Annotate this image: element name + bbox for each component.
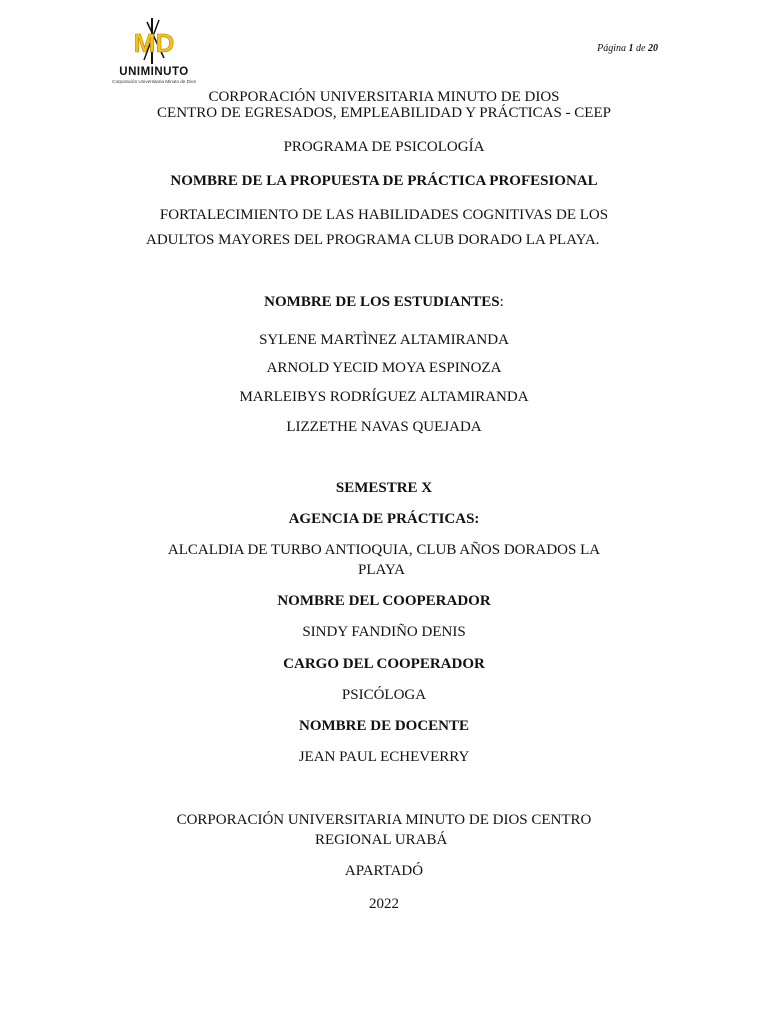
student-name: LIZZETHE NAVAS QUEJADA	[286, 419, 482, 435]
footer-year: 2022	[369, 896, 399, 912]
program-name: PROGRAMA DE PSICOLOGÍA	[283, 139, 485, 155]
teacher-name: JEAN PAUL ECHEVERRY	[298, 749, 470, 765]
student-name: SYLENE MARTÌNEZ ALTAMIRANDA	[259, 332, 509, 348]
institution-line-1: CORPORACIÓN UNIVERSITARIA MINUTO DE DIOS	[208, 89, 560, 105]
page-current: 1	[628, 43, 634, 54]
institution-line-2: CENTRO DE EGRESADOS, EMPLEABILIDAD Y PRÁCTICAS - CEEP	[157, 105, 611, 121]
teacher-heading: NOMBRE DE DOCENTE	[298, 718, 470, 734]
cooperator-role-heading: CARGO DEL COOPERADOR	[283, 656, 485, 672]
proposal-heading: NOMBRE DE LA PROPUESTA DE PRÁCTICA PROFESIONAL	[170, 173, 598, 189]
agency-heading: AGENCIA DE PRÁCTICAS:	[288, 511, 480, 527]
logo-tagline: Corporación Universitaria Minuto de Dios	[112, 79, 196, 84]
uniminuto-logo	[104, 18, 204, 88]
semester: SEMESTRE X	[335, 480, 433, 496]
proposal-title-line-1: FORTALECIMIENTO DE LAS HABILIDADES COGNITIVAS DE LOS	[159, 207, 609, 223]
logo-wordmark: UNIMINUTO	[119, 66, 189, 78]
md-monogram-icon	[104, 18, 204, 66]
footer-institution-line-1: CORPORACIÓN UNIVERSITARIA MINUTO DE DIOS CENTRO	[176, 812, 592, 828]
cooperator-role: PSICÓLOGA	[341, 687, 427, 703]
students-heading-colon: :	[499, 294, 504, 310]
page-of: de	[636, 43, 646, 54]
agency-line-1: ALCALDIA DE TURBO ANTIOQUIA, CLUB AÑOS DORADOS LA	[167, 542, 601, 558]
students-heading	[0, 293, 768, 311]
proposal-title-line-2: ADULTOS MAYORES DEL PROGRAMA CLUB DORADO LA PLAYA.	[146, 232, 600, 248]
student-name: ARNOLD YECID MOYA ESPINOZA	[266, 360, 502, 376]
footer-city: APARTADÓ	[344, 863, 424, 879]
cooperator-name-heading: NOMBRE DEL COOPERADOR	[277, 593, 491, 609]
cooperator-name: SINDY FANDIÑO DENIS	[302, 624, 466, 640]
page-total: 20	[648, 43, 658, 54]
page-number	[597, 43, 658, 54]
students-heading-text: NOMBRE DE LOS ESTUDIANTES	[264, 294, 500, 310]
student-name: MARLEIBYS RODRÍGUEZ ALTAMIRANDA	[239, 389, 529, 405]
logo-monogram-text: MD	[133, 28, 175, 58]
footer-institution-line-2: REGIONAL URABÁ	[315, 832, 448, 848]
page-label: Página	[597, 43, 627, 54]
agency-line-2: PLAYA	[358, 562, 405, 578]
